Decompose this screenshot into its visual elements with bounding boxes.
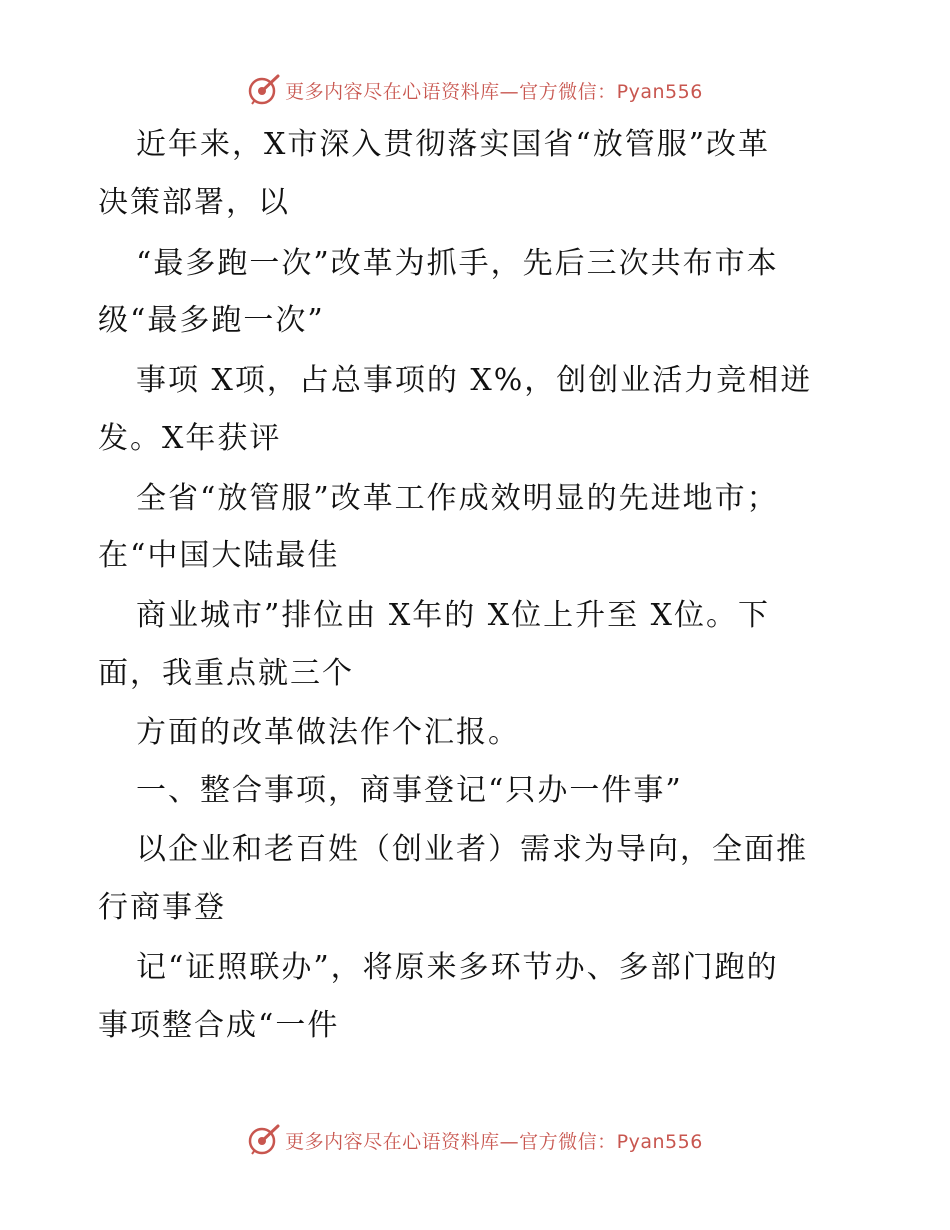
watermark-text: 更多内容尽在心语资料库—官方微信：Pyan556 [285, 1130, 703, 1153]
watermark-text: 更多内容尽在心语资料库—官方微信：Pyan556 [285, 80, 703, 103]
text-line: 商业城市”排位由 X年的 X位上升至 X位。下 [136, 598, 771, 633]
text-line: 记“证照联办”，将原来多环节办、多部门跑的 [136, 950, 779, 985]
text-line: 在“中国大陆最佳 [98, 538, 340, 573]
text-line: 事项整合成“一件 [98, 1008, 340, 1043]
text-line: 以企业和老百姓（创业者）需求为导向，全面推 [136, 832, 808, 867]
text-line: 级“最多跑一次” [98, 303, 325, 338]
text-line: 面，我重点就三个 [98, 656, 354, 691]
text-line: 决策部署，以 [98, 185, 290, 220]
text-line: 事项 X项，占总事项的 X%，创创业活力竞相迸 [136, 363, 813, 398]
text-line: “最多跑一次”改革为抓手，先后三次共布市本 [136, 246, 779, 281]
text-line: 发。X年获评 [98, 421, 282, 456]
text-line: 行商事登 [98, 890, 226, 925]
text-line: 近年来，X市深入贯彻落实国省“放管服”改革 [136, 127, 771, 162]
text-line: 全省“放管服”改革工作成效明显的先进地市； [136, 481, 779, 516]
footer-watermark [0, 1120, 950, 1160]
section-heading: 一、整合事项，商事登记“只办一件事” [136, 773, 683, 808]
pen-logo-icon [247, 1123, 281, 1157]
text-line: 方面的改革做法作个汇报。 [136, 715, 520, 750]
